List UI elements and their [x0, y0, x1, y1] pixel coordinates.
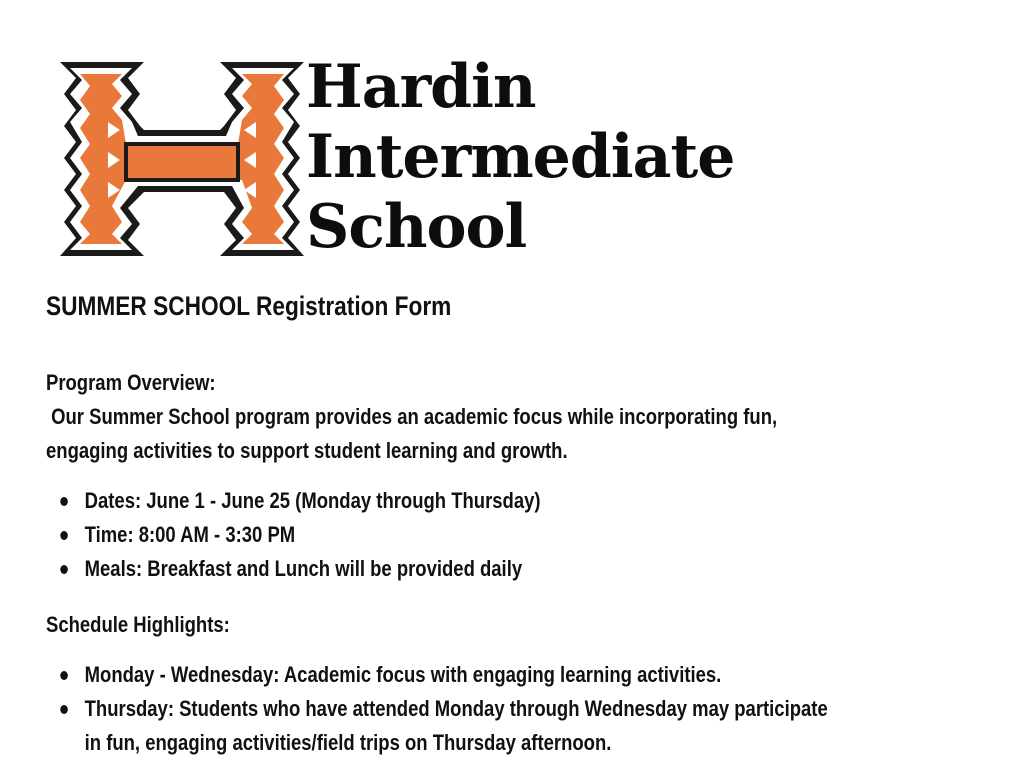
form-content: [46, 280, 986, 760]
form-title: SUMMER SCHOOL Registration Form: [46, 291, 452, 321]
list-item: [46, 552, 836, 586]
program-details-list: [46, 484, 986, 586]
bullet-icon: [60, 531, 68, 540]
list-item: [46, 658, 836, 692]
list-item-text: in fun, engaging activities/field trips on Thursday afternoon.: [84, 730, 612, 755]
list-item-text: Time: 8:00 AM - 3:30 PM: [84, 522, 296, 547]
school-name: [306, 52, 734, 262]
overview-line: engaging activities to support student learning and growth.: [46, 438, 568, 463]
list-item-text: Thursday: Students who have attended Monday through Wednesday may participate: [84, 696, 828, 721]
list-item-text: Monday - Wednesday: Academic focus with engaging learning activities.: [84, 662, 722, 687]
list-item-text: Meals: Breakfast and Lunch will be provided daily: [84, 556, 523, 581]
bullet-icon: [60, 705, 68, 714]
schedule-list: [46, 658, 986, 760]
school-name-line: School: [306, 192, 527, 262]
bullet-icon: [60, 565, 68, 574]
overview-heading: Program Overview:: [46, 370, 216, 395]
bullet-icon: [60, 671, 68, 680]
bullet-icon: [60, 497, 68, 506]
list-item-text: Dates: June 1 - June 25 (Monday through Thursday): [84, 488, 541, 513]
overview-line: Our Summer School program provides an academic focus while incorporating fun,: [46, 404, 778, 429]
letter-h-logo-icon: [58, 56, 306, 262]
school-name-line: Hardin: [306, 52, 536, 122]
list-item: [46, 692, 836, 760]
list-item: [46, 484, 836, 518]
list-item: [46, 518, 836, 552]
school-name-line: Intermediate: [306, 122, 735, 192]
schedule-heading: Schedule Highlights:: [46, 612, 230, 637]
